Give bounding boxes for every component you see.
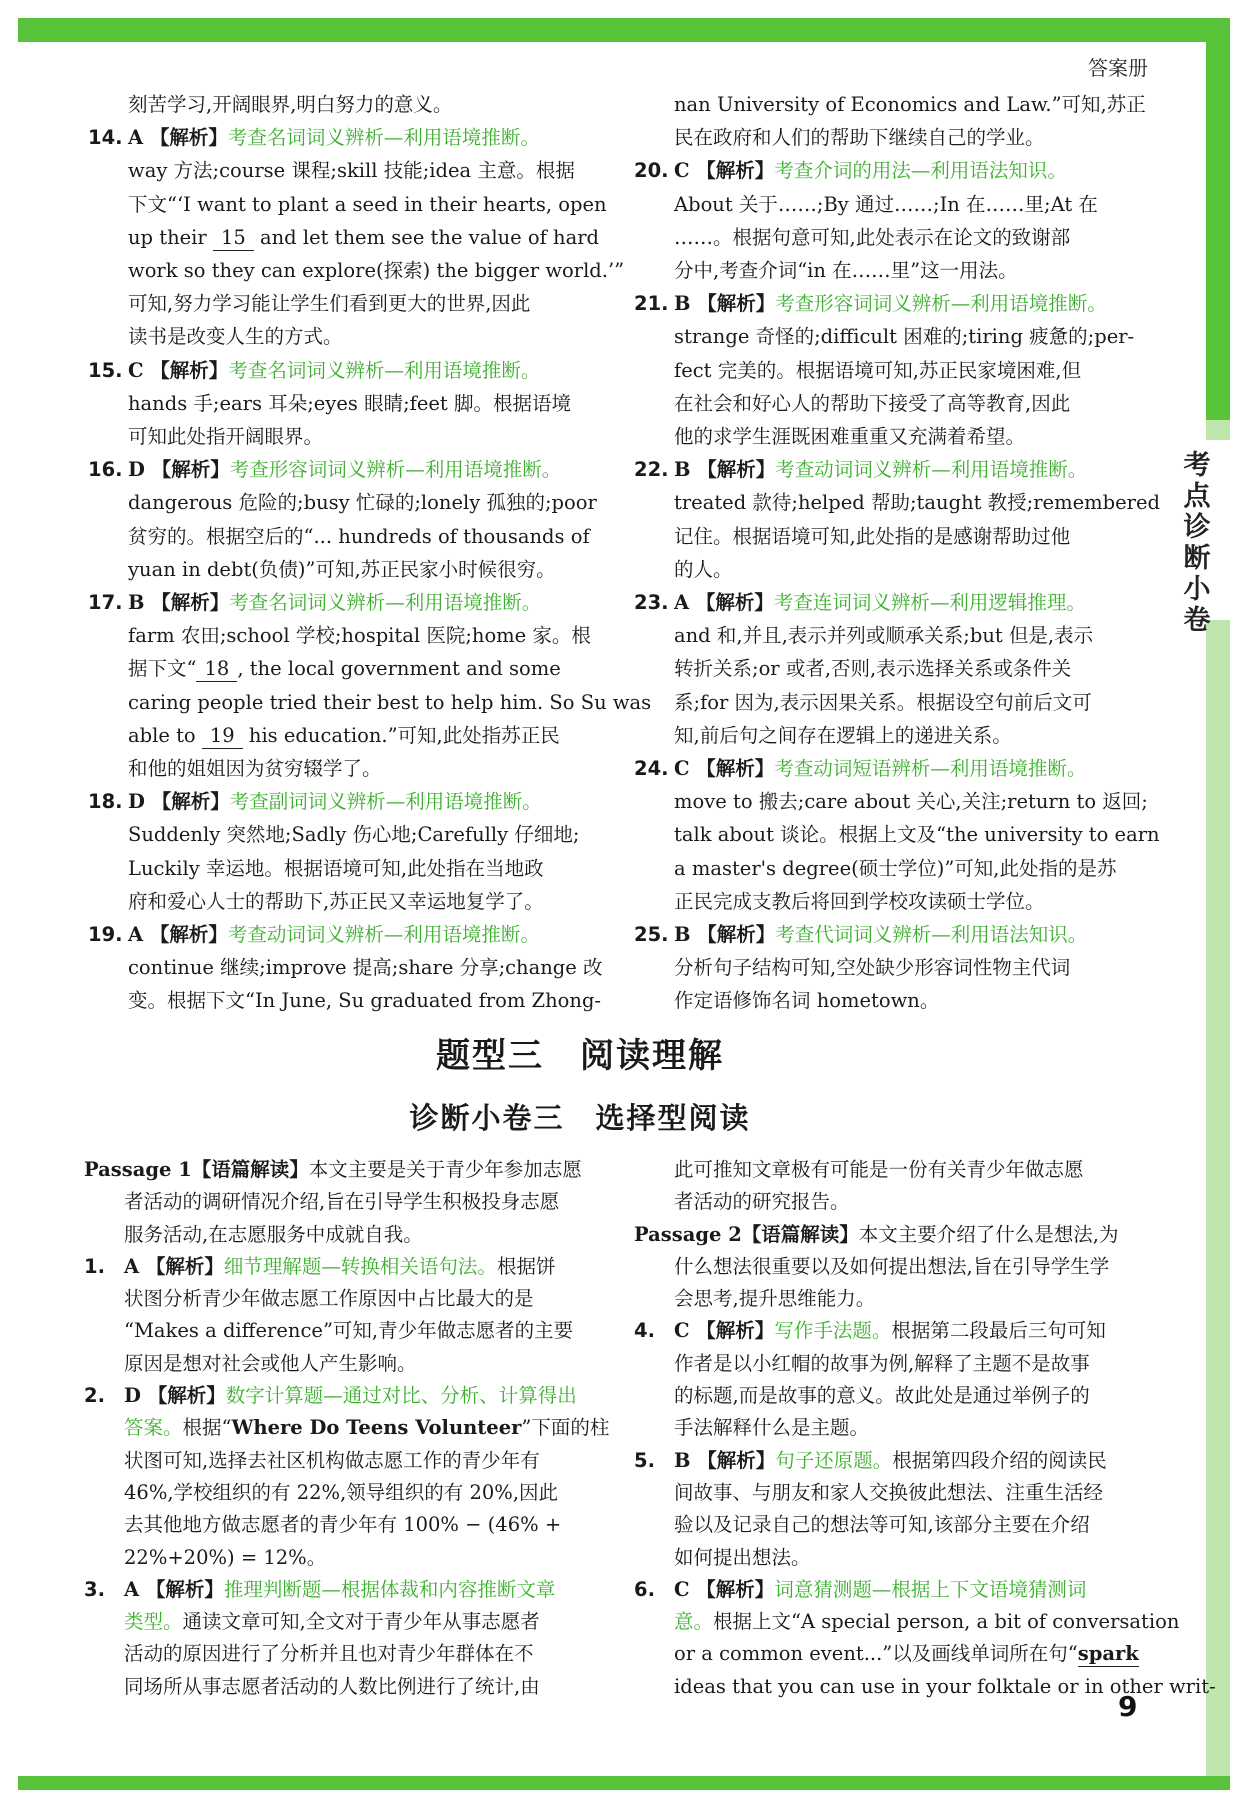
question-number: 6. xyxy=(634,1577,655,1601)
analysis-type: 考查名词词义辨析—利用语境推断。 xyxy=(228,358,541,382)
answer-key: C 【解析】 xyxy=(674,159,775,183)
text-line xyxy=(634,1186,1154,1218)
text-fragment: move to 搬去;care about 关心,关注;return to 返回; xyxy=(674,790,1148,814)
answer-key: D 【解析】 xyxy=(128,790,230,814)
text-fragment: 同场所从事志愿者活动的人数比例进行了统计,由 xyxy=(124,1674,540,1698)
text-line xyxy=(88,686,652,719)
text-fragment: 在社会和好心人的帮助下接受了高等教育,因此 xyxy=(674,391,1071,415)
text-fragment: 服务活动,在志愿服务中成就自我。 xyxy=(124,1222,423,1246)
text-line xyxy=(634,1542,1154,1574)
question-number: 1. xyxy=(84,1254,105,1278)
analysis-type: 考查形容词词义辨析—利用语境推断。 xyxy=(229,458,562,482)
section-subtitle: 诊断小卷三 选择型阅读 xyxy=(409,1101,751,1135)
text-line xyxy=(88,354,610,387)
answer-key: B 【解析】 xyxy=(128,591,230,615)
question-number: 2. xyxy=(84,1384,105,1408)
text-fragment: way 方法;course 课程;skill 技能;idea 主意。根据 xyxy=(128,159,575,183)
analysis-type: 考查副词词义辨析—利用语境推断。 xyxy=(229,790,542,814)
text-line xyxy=(88,719,610,752)
text-line xyxy=(634,1509,1154,1541)
text-line xyxy=(634,453,1154,486)
text-line xyxy=(634,520,1154,553)
text-fragment: 刻苦学习,开阔眼界,明白努力的意义。 xyxy=(128,93,453,116)
text-line xyxy=(84,1638,610,1670)
text-line xyxy=(634,586,1154,619)
passage-label: Passage 2【语篇解读】 xyxy=(634,1222,859,1246)
text-fragment: treated 款待;helped 帮助;taught 教授;remembered xyxy=(674,491,1160,515)
analysis-type: 考查介词的用法—利用语法知识。 xyxy=(774,159,1067,183)
text-fragment: Luckily 幸运地。根据语境可知,此处指在当地政 xyxy=(128,856,544,880)
analysis-type: 细节理解题—转换相关语句法。 xyxy=(223,1254,497,1278)
text-line xyxy=(634,121,1154,154)
text-line xyxy=(88,420,610,453)
bottom-green-bar xyxy=(18,1776,1223,1790)
text-fragment: farm 农田;school 学校;hospital 医院;home 家。根 xyxy=(128,624,591,648)
text-fragment: 验以及记录自己的想法等可知,该部分主要在介绍 xyxy=(674,1513,1090,1537)
text-fragment: 和他的姐姐因为贫穷辍学了。 xyxy=(128,757,382,781)
text-line xyxy=(84,1412,610,1444)
question-number: 19. xyxy=(88,923,123,947)
question-number: 15. xyxy=(88,358,123,382)
text-line xyxy=(634,785,1154,818)
analysis-type: 词意猜测题—根据上下文语境猜测词 xyxy=(774,1577,1087,1601)
text-line xyxy=(84,1542,610,1574)
text-fragment: 去其他地方做志愿者的青少年有 100% − (46% + xyxy=(124,1513,562,1537)
text-line xyxy=(634,1412,1154,1444)
text-line xyxy=(634,1606,1180,1638)
answer-key: C 【解析】 xyxy=(674,1319,775,1343)
text-fragment: 府和爱心人士的帮助下,苏正民又幸运地复学了。 xyxy=(128,889,544,913)
text-line xyxy=(84,1574,610,1606)
answer-column-right xyxy=(634,88,1160,1018)
text-line xyxy=(84,1445,610,1477)
text-fragment: 如何提出想法。 xyxy=(674,1545,811,1569)
text-line xyxy=(634,1638,1154,1670)
question-number: 20. xyxy=(634,159,669,183)
text-fragment: 根据“ xyxy=(182,1416,232,1440)
section-title: 题型三 阅读理解 xyxy=(436,1036,724,1076)
text-fragment: 原因是想对社会或他人产生影响。 xyxy=(124,1351,417,1375)
text-fragment: 根据第四段介绍的阅读民 xyxy=(892,1448,1107,1472)
text-fragment: 46%,学校组织的有 22%,领导组织的有 20%,因此 xyxy=(124,1480,559,1504)
text-line xyxy=(88,818,610,851)
text-line xyxy=(88,154,610,187)
text-fragment: 通读文章可知,全文对于青少年从事志愿者 xyxy=(182,1610,540,1634)
text-line xyxy=(84,1251,610,1283)
text-line xyxy=(634,553,1154,586)
text-line xyxy=(88,586,610,619)
text-fragment: ……。根据句意可知,此处表示在论文的致谢部 xyxy=(674,225,1071,249)
text-line xyxy=(634,852,1154,885)
blank-number: 15 xyxy=(213,226,254,251)
text-fragment: 者活动的研究报告。 xyxy=(674,1190,850,1214)
text-fragment: 记住。根据语境可知,此处指的是感谢帮助过他 xyxy=(674,524,1071,548)
text-line xyxy=(634,287,1154,320)
analysis-type: 答案。 xyxy=(124,1416,183,1440)
text-fragment: 正民完成支教后将回到学校攻读硕士学位。 xyxy=(674,889,1045,913)
analysis-type: 意。 xyxy=(674,1610,714,1634)
text-line xyxy=(634,486,1160,519)
text-line xyxy=(634,918,1154,951)
text-line xyxy=(634,1154,1154,1186)
text-line xyxy=(634,1671,1216,1703)
text-line xyxy=(88,785,610,818)
analysis-type: 考查名词词义辨析—利用语境推断。 xyxy=(227,126,540,150)
text-line xyxy=(84,1186,610,1218)
text-fragment: 会思考,提升思维能力。 xyxy=(674,1287,876,1311)
text-line xyxy=(634,188,1154,221)
text-fragment: up their xyxy=(128,225,213,249)
analysis-type: 推理判断题—根据体裁和内容推断文章 xyxy=(223,1577,556,1601)
text-line xyxy=(634,619,1154,652)
text-fragment: nan University of Economics and Law.”可知,苏正 xyxy=(674,93,1146,116)
text-line xyxy=(634,254,1154,287)
question-number: 5. xyxy=(634,1448,655,1472)
text-fragment: 者活动的调研情况介绍,旨在引导学生积极投身志愿 xyxy=(124,1190,560,1214)
blank-number: 18 xyxy=(196,657,237,682)
text-line xyxy=(88,984,610,1017)
text-line xyxy=(88,453,610,486)
text-line xyxy=(88,387,610,420)
text-fragment: a master's degree(硕士学位)”可知,此处指的是苏 xyxy=(674,856,1117,880)
text-fragment: and 和,并且,表示并列或顺承关系;but 但是,表示 xyxy=(674,624,1094,648)
question-number: 24. xyxy=(634,757,669,781)
text-fragment: 的标题,而是故事的意义。故此处是通过举例子的 xyxy=(674,1384,1090,1408)
text-fragment: ideas that you can use in your folktale or in other writ- xyxy=(674,1674,1216,1698)
text-fragment: 可知,努力学习能让学生们看到更大的世界,因此 xyxy=(128,292,531,316)
text-line xyxy=(634,1315,1154,1347)
text-line xyxy=(88,188,610,221)
text-line xyxy=(634,1251,1154,1283)
text-line xyxy=(88,254,625,287)
text-line xyxy=(634,1477,1154,1509)
text-fragment: 变。根据下文“In June, Su graduated from Zhong- xyxy=(128,989,602,1013)
text-fragment: hands 手;ears 耳朵;eyes 眼睛;feet 脚。根据语境 xyxy=(128,391,571,415)
text-line xyxy=(634,1219,1154,1251)
text-fragment: 转折关系;or 或者,否则,表示选择关系或条件关 xyxy=(674,657,1072,681)
text-line xyxy=(634,420,1154,453)
text-fragment: 间故事、与朋友和家人交换彼此想法、注重生活经 xyxy=(674,1480,1104,1504)
text-fragment: 可知此处指开阔眼界。 xyxy=(128,425,324,449)
question-number: 17. xyxy=(88,591,123,615)
text-line xyxy=(88,885,610,918)
text-line xyxy=(634,1348,1154,1380)
text-line xyxy=(84,1348,610,1380)
answer-key: A 【解析】 xyxy=(128,923,228,947)
text-fragment: yuan in debt(负债)”可知,苏正民家小时候很穷。 xyxy=(128,557,556,581)
analysis-type: 考查动词短语辨析—利用语境推断。 xyxy=(774,757,1087,781)
question-number: 23. xyxy=(634,591,669,615)
text-line xyxy=(634,354,1154,387)
text-fragment: ”下面的柱 xyxy=(521,1416,610,1440)
text-line xyxy=(88,652,610,685)
answer-key: C 【解析】 xyxy=(674,1577,775,1601)
text-fragment: 本文主要介绍了什么是想法,为 xyxy=(858,1222,1119,1246)
question-number: 21. xyxy=(634,292,669,316)
analysis-type: 考查动词词义辨析—利用语境推断。 xyxy=(775,458,1088,482)
answer-key: B 【解析】 xyxy=(674,923,776,947)
page-number: 9 xyxy=(1118,1690,1138,1723)
text-fragment: 根据饼 xyxy=(496,1254,556,1278)
text-line xyxy=(88,752,610,785)
text-fragment: Suddenly 突然地;Sadly 伤心地;Carefully 仔细地; xyxy=(128,823,580,847)
text-fragment: 手法解释什么是主题。 xyxy=(674,1416,870,1440)
reading-column-left xyxy=(84,1154,610,1703)
text-fragment: and let them see the value of hard xyxy=(253,225,600,249)
text-fragment: 分中,考查介词“in 在……里”这一用法。 xyxy=(674,259,1018,283)
text-fragment: 状图分析青少年做志愿工作原因中占比最大的是 xyxy=(124,1287,534,1311)
text-fragment: or a common event...”以及画线单词所在句“ xyxy=(674,1642,1078,1666)
text-line xyxy=(84,1315,610,1347)
analysis-type: 类型。 xyxy=(124,1610,183,1634)
analysis-type: 考查连词词义辨析—利用逻辑推理。 xyxy=(773,591,1086,615)
text-fragment: 本文主要是关于青少年参加志愿 xyxy=(308,1158,582,1181)
text-line xyxy=(634,221,1154,254)
text-fragment: 什么想法很重要以及如何提出想法,旨在引导学生学 xyxy=(674,1254,1110,1278)
blank-number: 19 xyxy=(202,724,243,749)
answer-key: B 【解析】 xyxy=(674,458,776,482)
text-fragment: continue 继续;improve 提高;share 分享;change 改 xyxy=(128,956,603,980)
text-line xyxy=(634,951,1154,984)
text-fragment: able to xyxy=(128,723,202,747)
text-line xyxy=(84,1154,610,1186)
text-fragment: 状图可知,选择去社区机构做志愿工作的青少年有 xyxy=(124,1448,540,1472)
text-line xyxy=(634,984,1154,1017)
question-number: 18. xyxy=(88,790,123,814)
text-fragment: 读书是改变人生的方式。 xyxy=(128,325,343,349)
answer-key: A 【解析】 xyxy=(128,126,228,150)
answer-key: D 【解析】 xyxy=(124,1384,226,1408)
answer-key: C 【解析】 xyxy=(674,757,775,781)
text-line xyxy=(88,287,610,320)
text-fragment: 活动的原因进行了分析并且也对青少年群体在不 xyxy=(124,1642,534,1666)
analysis-type: 数字计算题—通过对比、分析、计算得出 xyxy=(225,1384,577,1408)
text-fragment: 根据第二段最后三句可知 xyxy=(891,1319,1106,1343)
text-line xyxy=(634,154,1154,187)
text-line xyxy=(88,918,610,951)
text-fragment: About 关于……;By 通过……;In 在……里;At 在 xyxy=(674,192,1098,216)
text-fragment: 作者是以小红帽的故事为例,解释了主题不是故事 xyxy=(674,1351,1090,1375)
text-fragment: 系;for 因为,表示因果关系。根据设空句前后文可 xyxy=(674,690,1092,714)
text-line xyxy=(84,1606,610,1638)
text-fragment: 作定语修饰名词 hometown。 xyxy=(674,989,940,1013)
analysis-type: 考查名词词义辨析—利用语境推断。 xyxy=(229,591,542,615)
text-fragment: 22%+20%) = 12%。 xyxy=(124,1545,327,1569)
text-fragment: strange 奇怪的;difficult 困难的;tiring 疲惫的;per- xyxy=(674,325,1135,349)
question-number: 22. xyxy=(634,458,669,482)
answer-key: A 【解析】 xyxy=(124,1254,224,1278)
text-line xyxy=(634,1445,1154,1477)
text-fragment: “Makes a difference”可知,青少年做志愿者的主要 xyxy=(124,1319,574,1343)
text-line xyxy=(88,221,610,254)
answer-key: B 【解析】 xyxy=(674,1448,776,1472)
text-line xyxy=(88,619,610,652)
text-line xyxy=(634,1283,1154,1315)
text-line xyxy=(634,652,1154,685)
question-number: 16. xyxy=(88,458,123,482)
analysis-type: 考查代词词义辨析—利用语法知识。 xyxy=(775,923,1088,947)
text-line xyxy=(634,885,1154,918)
text-line xyxy=(84,1219,610,1251)
underlined-word: spark xyxy=(1077,1642,1139,1666)
text-line xyxy=(634,320,1154,353)
text-line xyxy=(84,1283,610,1315)
text-line xyxy=(634,1574,1154,1606)
text-fragment: 分析句子结构可知,空处缺少形容词性物主代词 xyxy=(674,956,1071,980)
text-fragment: work so they can explore(探索) the bigger world.’” xyxy=(128,259,625,283)
text-fragment: 的人。 xyxy=(674,557,733,581)
question-number: 25. xyxy=(634,923,669,947)
text-line xyxy=(634,1380,1154,1412)
text-line xyxy=(634,686,1154,719)
text-line xyxy=(88,320,610,353)
text-fragment: his education.”可知,此处指苏正民 xyxy=(242,723,560,747)
text-fragment: 此可推知文章极有可能是一份有关青少年做志愿 xyxy=(674,1158,1084,1181)
analysis-type: 考查形容词词义辨析—利用语境推断。 xyxy=(775,292,1107,316)
analysis-type: 句子还原题。 xyxy=(775,1448,893,1472)
text-fragment: fect 完美的。根据语境可知,苏正民家境困难,但 xyxy=(674,358,1082,382)
text-fragment: dangerous 危险的;busy 忙碌的;lonely 孤独的;poor xyxy=(128,491,597,515)
text-line xyxy=(88,553,610,586)
top-green-bar xyxy=(18,18,1223,42)
reading-column-right xyxy=(634,1154,1216,1703)
text-fragment: 贫穷的。根据空后的“... hundreds of thousands of xyxy=(128,524,590,548)
question-number: 4. xyxy=(634,1319,655,1343)
text-line xyxy=(634,752,1154,785)
question-number: 14. xyxy=(88,126,123,150)
side-tab-label: 考点诊断小卷 xyxy=(1183,450,1211,636)
text-fragment: 下文“‘I want to plant a seed in their hearts, open xyxy=(128,192,607,216)
text-fragment: talk about 谈论。根据上文及“the university to earn xyxy=(674,823,1160,847)
answer-key: B 【解析】 xyxy=(674,292,776,316)
bold-title: Where Do Teens Volunteer xyxy=(231,1416,522,1440)
text-fragment: 民在政府和人们的帮助下继续自己的学业。 xyxy=(674,126,1045,150)
text-fragment: , the local government and some xyxy=(237,657,561,681)
text-line xyxy=(88,121,610,154)
passage-label: Passage 1【语篇解读】 xyxy=(84,1158,309,1181)
text-line xyxy=(84,1380,610,1412)
analysis-type: 考查动词词义辨析—利用语境推断。 xyxy=(227,923,540,947)
text-line xyxy=(84,1509,610,1541)
answer-key: A 【解析】 xyxy=(124,1577,224,1601)
answer-key: A 【解析】 xyxy=(674,591,774,615)
text-fragment: 知,前后句之间存在逻辑上的递进关系。 xyxy=(674,723,1012,747)
text-fragment: 根据上文“A special person, a bit of conversation xyxy=(713,1610,1180,1634)
text-line xyxy=(88,520,610,553)
text-line xyxy=(634,88,1154,121)
text-line xyxy=(88,88,610,121)
text-line xyxy=(634,387,1154,420)
text-line xyxy=(88,951,610,984)
text-line xyxy=(84,1477,610,1509)
analysis-type: 写作手法题。 xyxy=(774,1319,892,1343)
text-line xyxy=(88,486,610,519)
text-fragment: 他的求学生涯既困难重重又充满着希望。 xyxy=(674,425,1026,449)
text-fragment: 据下文“ xyxy=(128,657,197,681)
text-line xyxy=(88,852,610,885)
answer-key: C 【解析】 xyxy=(128,358,229,382)
text-fragment: caring people tried their best to help him. So Su was xyxy=(128,690,652,714)
header-label: 答案册 xyxy=(1088,56,1148,80)
text-line xyxy=(634,719,1154,752)
text-line xyxy=(84,1671,610,1703)
answer-key: D 【解析】 xyxy=(128,458,230,482)
question-number: 3. xyxy=(84,1577,105,1601)
text-line xyxy=(634,818,1160,851)
